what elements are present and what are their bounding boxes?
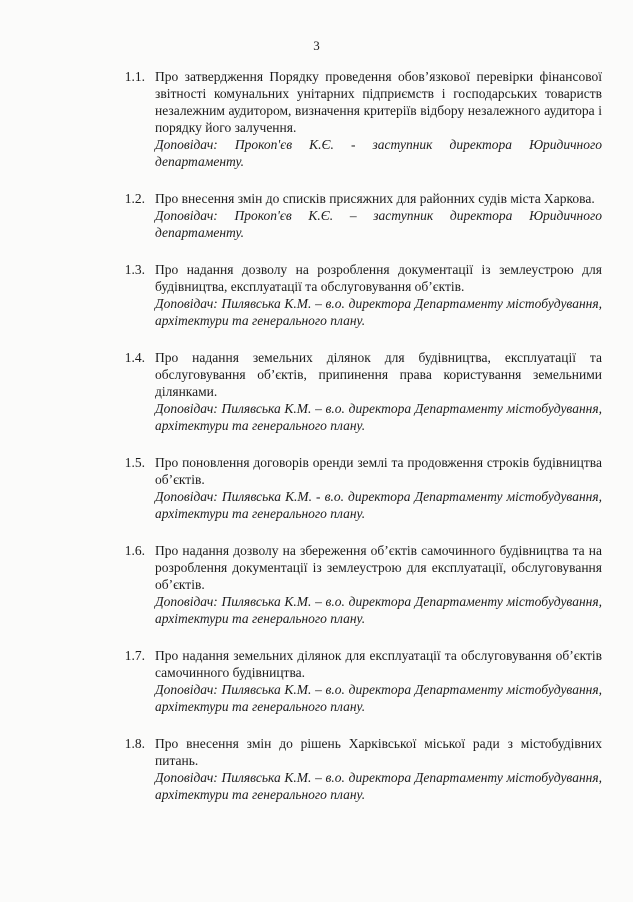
agenda-item: [0, 647, 633, 715]
agenda-list: [0, 68, 633, 823]
item-number: 1.7.: [124, 648, 145, 663]
item-speaker: Доповідач: Пилявська К.М. – в.о. директора Департаменту містобудування, архітектури та генерального плану.: [155, 296, 602, 328]
agenda-item: [0, 542, 633, 627]
item-title: Про надання дозволу на збереження об’єктів самочинного будівництва та на розроблення документації із землеустрою для експлуатації, обслуговування об’єктів.: [155, 543, 602, 592]
item-number: 1.8.: [124, 736, 145, 751]
page-number: 3: [313, 38, 320, 53]
item-title: Про затвердження Порядку проведення обов’язкової перевірки фінансової звітності комунальних унітарних підприємств і господарських товариств незалежним аудитором, визначення критеріїв відбору незалежного аудитора і порядку його залучення.: [155, 69, 602, 135]
item-title: Про надання дозволу на розроблення документації із землеустрою для будівництва, експлуатації та обслуговування об’єктів.: [155, 262, 602, 294]
item-speaker: Доповідач: Прокоп'єв К.Є. - заступник директора Юридичного департаменту.: [155, 137, 602, 169]
item-speaker: Доповідач: Пилявська К.М. – в.о. директора Департаменту містобудування, архітектури та генерального плану.: [155, 594, 602, 626]
agenda-item: [0, 454, 633, 522]
agenda-item: [0, 68, 633, 170]
item-title: Про надання земельних ділянок для будівництва, експлуатації та обслуговування об’єктів, припинення права користування земельними ділянками.: [155, 350, 602, 399]
item-speaker: Доповідач: Прокоп'єв К.Є. – заступник директора Юридичного департаменту.: [155, 208, 602, 240]
item-number: 1.1.: [124, 69, 145, 84]
item-number: 1.2.: [124, 191, 145, 206]
item-number: 1.6.: [124, 543, 145, 558]
item-number: 1.3.: [124, 262, 145, 277]
item-speaker: Доповідач: Пилявська К.М. – в.о. директора Департаменту містобудування, архітектури та генерального плану.: [155, 682, 602, 714]
agenda-item: [0, 735, 633, 803]
item-title: Про внесення змін до списків присяжних для районних судів міста Харкова.: [155, 191, 595, 206]
item-title: Про надання земельних ділянок для експлуатації та обслуговування об’єктів самочинного будівництва.: [155, 648, 602, 680]
item-number: 1.5.: [124, 455, 145, 470]
item-speaker: Доповідач: Пилявська К.М. - в.о. директора Департаменту містобудування, архітектури та генерального плану.: [155, 489, 602, 521]
agenda-item: [0, 349, 633, 434]
item-speaker: Доповідач: Пилявська К.М. – в.о. директора Департаменту містобудування, архітектури та генерального плану.: [155, 401, 602, 433]
item-title: Про поновлення договорів оренди землі та продовження строків будівництва об’єктів.: [155, 455, 602, 487]
agenda-item: [0, 261, 633, 329]
item-title: Про внесення змін до рішень Харківської міської ради з містобудівних питань.: [155, 736, 602, 768]
agenda-item: [0, 190, 633, 241]
item-number: 1.4.: [124, 350, 145, 365]
item-speaker: Доповідач: Пилявська К.М. – в.о. директора Департаменту містобудування, архітектури та генерального плану.: [155, 770, 602, 802]
